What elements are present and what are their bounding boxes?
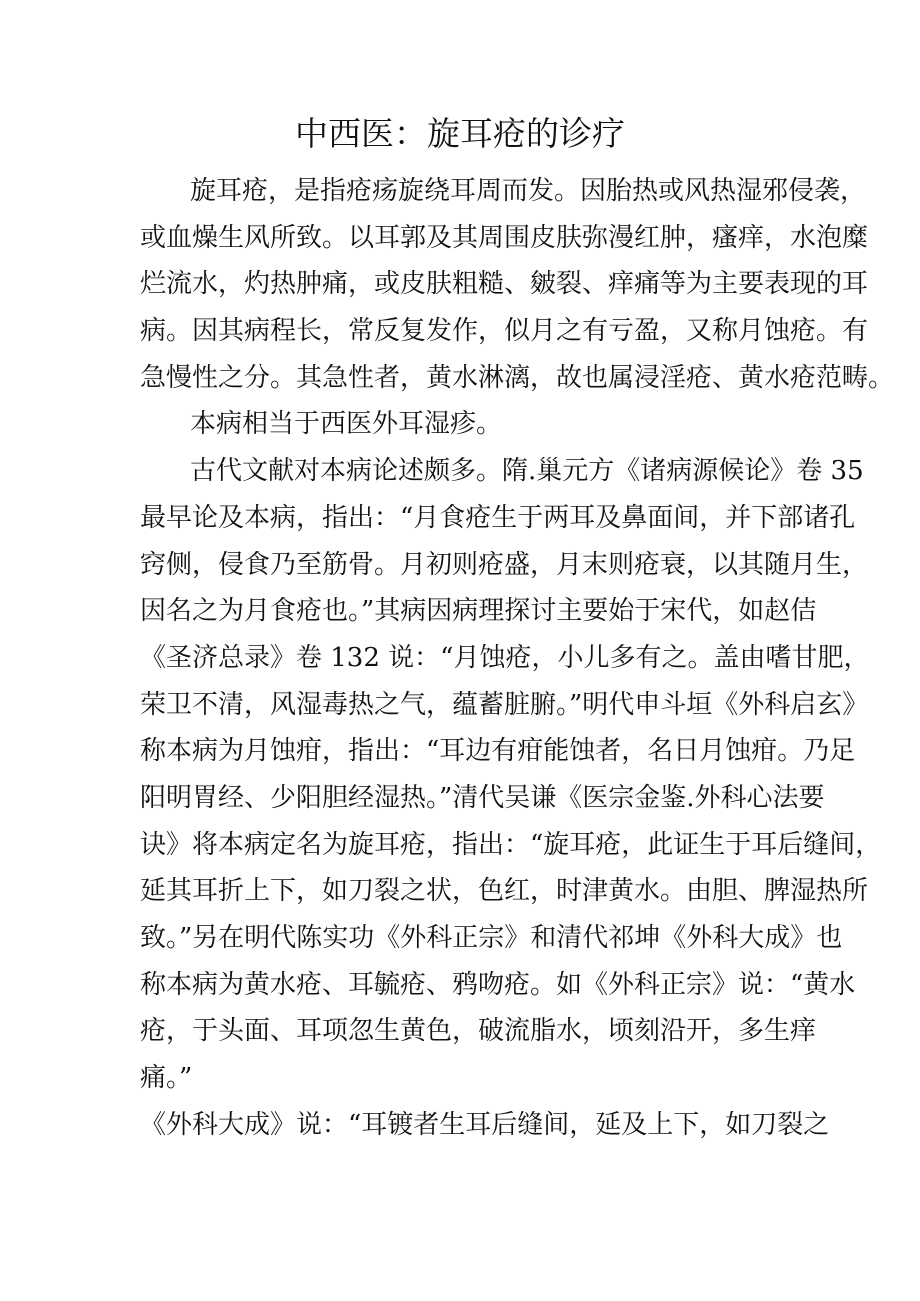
paragraph-line: 最早论及本病，指出：“月食疮生于两耳及鼻面间，并下部诸孔 [140, 502, 856, 533]
paragraph-line: 阳明胃经、少阳胆经湿热。”清代吴谦《医宗金鉴.外科心法要 [140, 782, 825, 813]
paragraph-line: 烂流水，灼热肿痛，或皮肤粗糙、皴裂、痒痛等为主要表现的耳 [140, 269, 869, 300]
paragraph-line: 《外科大成》说：“耳镀者生耳后缝间，延及上下，如刀裂之 [140, 1109, 830, 1140]
document-body [140, 168, 895, 1148]
paragraph-line: 痛。” [140, 1063, 193, 1094]
paragraph-line: 本病相当于西医外耳湿疹。 [190, 409, 503, 440]
document-title: 中西医：旋耳疮的诊疗 [295, 114, 625, 153]
paragraph-line: 荣卫不清，风湿毒热之气，蕴蓄脏腑。”明代申斗垣《外科启玄》 [140, 689, 869, 720]
paragraph-line: 急慢性之分。其急性者，黄水淋漓，故也属浸淫疮、黄水疮范畴。 [140, 362, 895, 393]
paragraph-line: 旋耳疮，是指疮疡旋绕耳周而发。因胎热或风热湿邪侵袭， [190, 176, 867, 206]
paragraph-line: 称本病为月蚀疳，指出：“耳边有疳能蚀者，名日月蚀疳。乃足 [140, 736, 856, 767]
paragraph-line: 致。”另在明代陈实功《外科正宗》和清代祁坤《外科大成》也 [140, 923, 843, 953]
paragraph-line: 或血燥生风所致。以耳郭及其周围皮肤弥漫红肿，瘙痒，水泡糜 [140, 222, 869, 253]
paragraph-line: 疮，于头面、耳项忽生黄色，破流脂水，顷刻沿开，多生痒 [140, 1016, 817, 1047]
paragraph-line: 古代文献对本病论述颇多。隋.巢元方《诸病源候论》卷 35 [190, 456, 864, 487]
paragraph-line: 《圣济总录》卷 132 说：“月蚀疮，小儿多有之。盖由嗜甘肥， [140, 642, 870, 673]
paragraph-line: 延其耳折上下，如刀裂之状，色红，时津黄水。由胆、脾湿热所 [140, 876, 869, 907]
paragraph-line: 病。因其病程长，常反复发作，似月之有亏盈，又称月蚀疮。有 [140, 316, 869, 347]
paragraph-line: 因名之为月食疮也。”其病因病理探讨主要始于宋代，如赵佶 [140, 596, 817, 627]
paragraph-line: 称本病为黄水疮、耳毓疮、鸦吻疮。如《外科正宗》说：“黄水 [140, 969, 856, 1000]
paragraph-line: 诀》将本病定名为旋耳疮，指出：“旋耳疮，此证生于耳后缝间， [140, 829, 882, 860]
paragraph-line: 窍侧，侵食乃至筋骨。月初则疮盛，月末则疮衰，以其随月生， [140, 549, 869, 580]
